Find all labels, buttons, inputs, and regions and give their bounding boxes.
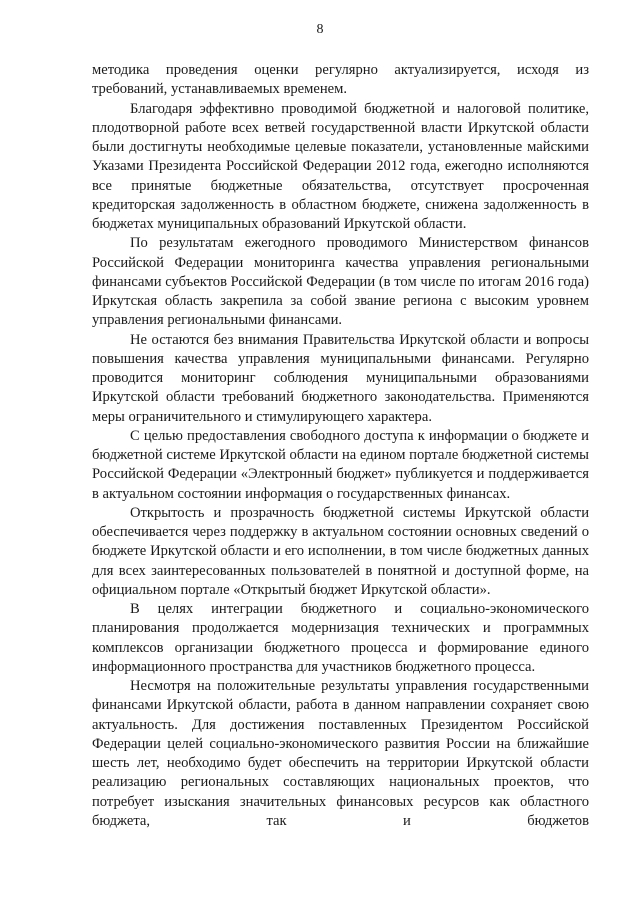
document-body bbox=[92, 61, 589, 831]
paragraph: Благодаря эффективно проводимой бюджетной и налоговой политике, плодотворной работе всех ветвей государственной власти Иркутской области были достигнуты необходимые целевые показатели, установленные майскими Указами Президента Российской Федерации 2012 года, ежегодно исполняются все принятые бюджетные обязательства, отсутствует просроченная кредиторская задолженность в областном бюджете, снижена задолженность в бюджетах муниципальных образований Иркутской области. bbox=[92, 100, 589, 232]
paragraph: Несмотря на положительные результаты управления государственными финансами Иркутской области, работа в данном направлении сохраняет свою актуальность. Для достижения поставленных Президентом Российской Федерации целей социально-экономического развития России на ближайшие шесть лет, необходимо будет обеспечить на территории Иркутской области реализацию региональных составляющих национальных проектов, что потребует изыскания значительных финансовых ресурсов как областного бюджета, так и бюджетов bbox=[92, 678, 589, 829]
paragraph: С целью предоставления свободного доступа к информации о бюджете и бюджетной системе Иркутской области на едином портале бюджетной системы Российской Федерации «Электронный бюджет» публикуется и поддерживается в актуальном состоянии информация о государственных финансах. bbox=[92, 427, 589, 502]
page-number: 8 bbox=[316, 22, 324, 37]
paragraph: Не остаются без внимания Правительства Иркутской области и вопросы повышения качества управления муниципальными финансами. Регулярно проводится мониторинг соблюдения муниципальными образованиями Иркутской области требований бюджетного законодательства. Применяются меры ограничительного и стимулирующего характера. bbox=[92, 331, 589, 425]
paragraph: По результатам ежегодного проводимого Министерством финансов Российской Федерации мониторинга качества управления региональными финансами субъектов Российской Федерации (в том числе по итогам 2016 года) Иркутская область закрепила за собой звание региона с высоким уровнем управления региональными финансами. bbox=[92, 235, 589, 329]
paragraph: Открытость и прозрачность бюджетной системы Иркутской области обеспечивается через поддержку в актуальном состоянии основных сведений о бюджете Иркутской области и его исполнении, в том числе бюджетных данных для всех заинтересованных пользователей в понятной и доступной форме, на официальном портале «Открытый бюджет Иркутской области». bbox=[92, 504, 589, 598]
paragraph: В целях интеграции бюджетного и социально-экономического планирования продолжается модернизация технических и программных комплексов организации бюджетного процесса и формирование единого информационного пространства для участников бюджетного процесса. bbox=[92, 601, 589, 675]
paragraph: методика проведения оценки регулярно актуализируется, исходя из требований, устанавливаемых временем. bbox=[92, 62, 589, 98]
